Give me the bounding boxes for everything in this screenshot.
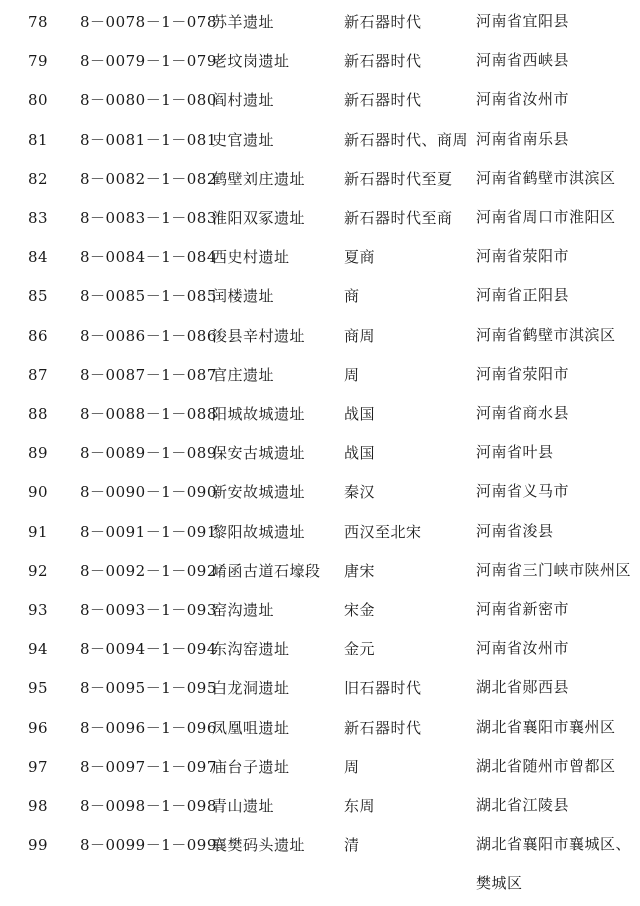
row-number: 84 (28, 248, 49, 267)
heritage-code: 8－0082－1－082 (80, 169, 217, 188)
site-location: 湖北省郧西县 (476, 678, 570, 697)
row-number: 90 (28, 483, 49, 502)
site-era: 西汉至北宋 (344, 522, 422, 541)
site-era: 新石器时代 (344, 52, 422, 71)
site-name: 东沟窑遗址 (212, 640, 290, 659)
site-location: 河南省荥阳市 (476, 247, 570, 266)
site-era: 清 (344, 836, 360, 855)
site-name: 白龙洞遗址 (212, 679, 290, 698)
site-location: 湖北省随州市曾都区 (476, 756, 616, 775)
row-number: 98 (28, 797, 49, 815)
row-number: 93 (28, 601, 49, 619)
site-name: 新安故城遗址 (212, 483, 306, 502)
site-location: 河南省正阳县 (476, 286, 570, 305)
site-name: 阎村遗址 (212, 91, 275, 110)
heritage-code: 8－0084－1－084 (80, 248, 217, 267)
heritage-code: 8－0087－1－087 (80, 365, 217, 384)
site-name: 史官遗址 (212, 130, 275, 149)
row-number: 78 (28, 13, 49, 31)
row-number: 87 (28, 365, 49, 384)
heritage-code: 8－0095－1－095 (80, 679, 217, 698)
heritage-code: 8－0079－1－079 (80, 52, 217, 71)
heritage-code: 8－0085－1－085 (80, 287, 217, 306)
site-era: 旧石器时代 (344, 679, 422, 698)
site-name: 黎阳故城遗址 (212, 522, 306, 541)
site-era: 东周 (344, 797, 376, 815)
heritage-code: 8－0099－1－099 (80, 836, 217, 855)
row-number: 97 (28, 757, 49, 776)
site-era: 周 (344, 365, 360, 384)
site-name: 庙台子遗址 (212, 757, 290, 776)
site-name: 襄樊码头遗址 (212, 836, 306, 855)
site-era: 唐宋 (344, 561, 376, 580)
heritage-code: 8－0097－1－097 (80, 757, 217, 776)
heritage-code: 8－0091－1－091 (80, 522, 217, 541)
site-era: 商 (344, 287, 360, 306)
site-location: 河南省叶县 (476, 443, 554, 462)
site-location: 河南省鹤壁市淇滨区 (476, 168, 616, 187)
site-name: 官庄遗址 (212, 365, 275, 384)
heritage-code: 8－0086－1－086 (80, 326, 217, 345)
heritage-code: 8－0088－1－088 (80, 405, 217, 423)
row-number: 92 (28, 561, 49, 580)
site-era: 新石器时代、商周 (344, 130, 469, 149)
row-number: 79 (28, 52, 49, 71)
site-era: 新石器时代 (344, 718, 422, 737)
row-number: 83 (28, 209, 49, 227)
site-era: 战国 (344, 405, 376, 423)
site-name: 浚县辛村遗址 (212, 326, 306, 345)
heritage-code: 8－0092－1－092 (80, 561, 217, 580)
site-era: 战国 (344, 444, 376, 463)
heritage-code: 8－0090－1－090 (80, 483, 217, 502)
site-location: 河南省浚县 (476, 521, 554, 540)
site-location: 河南省汝州市 (476, 90, 570, 109)
site-era: 秦汉 (344, 483, 376, 502)
site-era: 新石器时代至商 (344, 209, 453, 227)
site-name: 闰楼遗址 (212, 287, 275, 306)
heritage-code: 8－0096－1－096 (80, 718, 217, 737)
site-location: 河南省南乐县 (476, 129, 570, 148)
site-era: 商周 (344, 326, 376, 345)
site-name: 窑沟遗址 (212, 601, 275, 619)
site-location: 河南省汝州市 (476, 639, 570, 658)
site-location: 湖北省襄阳市襄州区 (476, 717, 616, 736)
site-era: 新石器时代至夏 (344, 169, 453, 188)
heritage-code: 8－0094－1－094 (80, 640, 217, 659)
row-number: 86 (28, 326, 49, 345)
site-era: 新石器时代 (344, 13, 422, 31)
site-era: 夏商 (344, 248, 376, 267)
row-number: 94 (28, 640, 49, 659)
row-number: 88 (28, 405, 49, 423)
site-name: 鹤壁刘庄遗址 (212, 169, 306, 188)
site-location: 湖北省襄阳市襄城区、樊城区 (476, 835, 632, 893)
site-name: 保安古城遗址 (212, 444, 306, 463)
heritage-code: 8－0089－1－089 (80, 444, 217, 463)
site-era: 金元 (344, 640, 376, 659)
row-number: 99 (28, 836, 49, 855)
site-location: 河南省新密市 (476, 600, 570, 618)
row-number: 81 (28, 130, 49, 149)
row-number: 80 (28, 91, 49, 110)
site-location: 河南省商水县 (476, 404, 570, 422)
row-number: 95 (28, 679, 49, 698)
site-location: 河南省鹤壁市淇滨区 (476, 325, 616, 344)
site-name: 西史村遗址 (212, 248, 290, 267)
heritage-code: 8－0078－1－078 (80, 13, 217, 31)
row-number: 82 (28, 169, 49, 188)
site-era: 宋金 (344, 601, 376, 619)
site-location: 河南省荥阳市 (476, 364, 570, 383)
site-name: 老坟岗遗址 (212, 52, 290, 71)
site-location: 河南省宜阳县 (476, 12, 570, 30)
table-row (0, 835, 640, 893)
site-name: 阳城故城遗址 (212, 405, 306, 423)
site-location: 河南省西峡县 (476, 51, 570, 70)
site-location: 河南省周口市淮阳区 (476, 208, 616, 226)
heritage-code: 8－0098－1－098 (80, 797, 217, 815)
row-number: 96 (28, 718, 49, 737)
heritage-code: 8－0081－1－081 (80, 130, 217, 149)
heritage-code: 8－0083－1－083 (80, 209, 217, 227)
heritage-code: 8－0080－1－080 (80, 91, 217, 110)
site-name: 崤函古道石壕段 (212, 561, 321, 580)
site-name: 凤凰咀遗址 (212, 718, 290, 737)
site-name: 苏羊遗址 (212, 13, 275, 31)
site-location: 河南省三门峡市陕州区 (476, 560, 632, 579)
site-era: 周 (344, 757, 360, 776)
row-number: 91 (28, 522, 49, 541)
site-location: 河南省义马市 (476, 482, 570, 501)
row-number: 85 (28, 287, 49, 306)
site-name: 淮阳双冢遗址 (212, 209, 306, 227)
row-number: 89 (28, 444, 49, 463)
site-name: 青山遗址 (212, 797, 275, 815)
site-era: 新石器时代 (344, 91, 422, 110)
site-location: 湖北省江陵县 (476, 796, 570, 814)
heritage-code: 8－0093－1－093 (80, 601, 217, 619)
